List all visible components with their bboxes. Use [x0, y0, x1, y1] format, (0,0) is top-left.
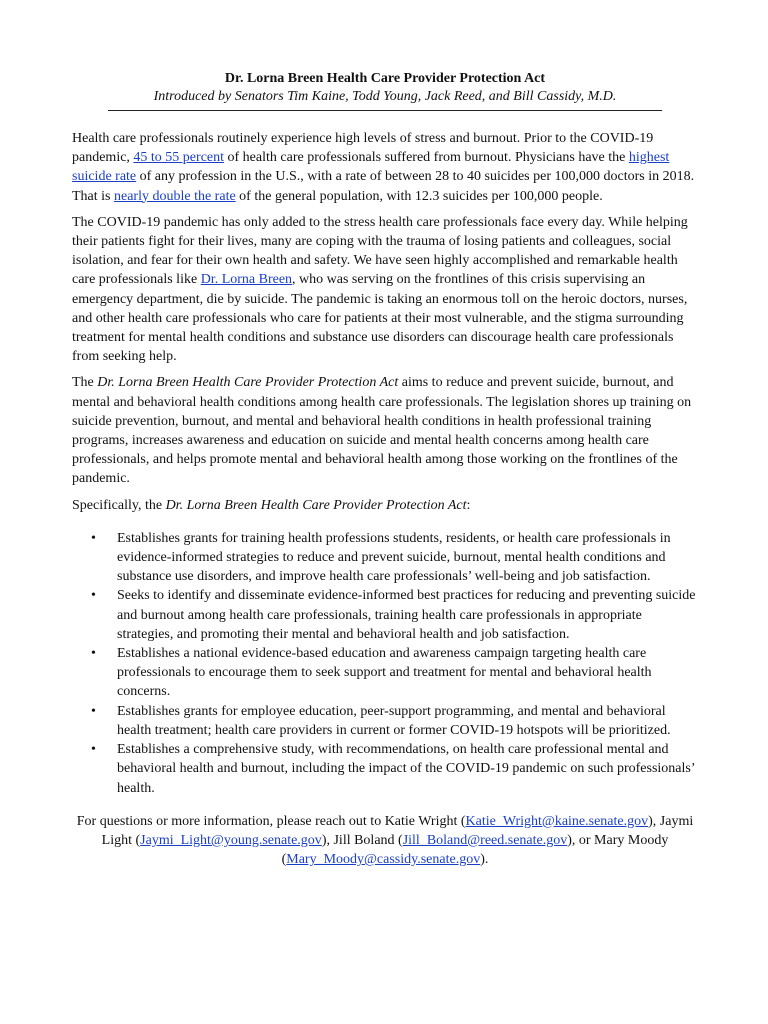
contact-text-2: ), Jaymi Light ( — [101, 813, 694, 848]
email-link-katie-wright[interactable]: Katie_Wright@kaine.senate.gov — [465, 813, 649, 829]
p3-text-1: The — [72, 375, 98, 391]
link-dr-lorna-breen[interactable]: Dr. Lorna Breen — [200, 272, 293, 288]
document-title: Dr. Lorna Breen Health Care Provider Protection Act — [224, 71, 546, 86]
document-subtitle: Introduced by Senators Tim Kaine, Todd Young, Jack Reed, and Bill Cassidy, M.D. — [153, 89, 617, 104]
list-item-text: Establishes grants for training health professions students, residents, or health care professionals in evidence-informed strategies to reduce and prevent suicide, burnout, mental health conditions and substance use disorders, and improve health care professionals’ well-being and job satisfaction. — [117, 530, 671, 585]
paragraph-covid-impact — [72, 213, 698, 367]
p4-text-1: Specifically, the — [72, 497, 166, 513]
list-item — [72, 702, 698, 740]
act-name-italic: Dr. Lorna Breen Health Care Provider Protection Act — [97, 375, 399, 391]
list-item-text: Establishes grants for employee education, peer-support programming, and mental and behavioral health treatment; health care providers in current or former COVID-19 hotspots will be prioritized. — [117, 703, 671, 738]
link-45-to-55-percent[interactable]: 45 to 55 percent — [133, 150, 225, 166]
bullet-icon: • — [91, 703, 96, 719]
contact-text-3: ), Jill Boland ( — [321, 832, 403, 848]
email-link-mary-moody[interactable]: Mary_Moody@cassidy.senate.gov — [286, 852, 481, 868]
p1-text-1: Health care professionals routinely experience high levels of stress and burnout. Prior to the COVID-19 pandemic, — [72, 131, 654, 166]
paragraph-act-summary — [72, 373, 698, 488]
p1-text-2: of health care professionals suffered from burnout. Physicians have the — [224, 150, 629, 166]
p3-text-2: aims to reduce and prevent suicide, burnout, and mental and behavioral health conditions among health care professionals. The legislation shores up training on suicide prevention, burnout, and mental and behavioral health conditions in health professional training programs, increases awareness and education on suicide and mental health concerns among health care professionals, and helps promote mental and behavioral health among those working on the frontlines of the pandemic. — [72, 375, 692, 487]
contact-text-4: ), or Mary Moody ( — [281, 832, 669, 868]
list-item — [72, 529, 698, 587]
list-item-text: Establishes a comprehensive study, with recommendations, on health care professional mental and behavioral health and burnout, including the impact of the COVID-19 pandemic on such professionals’ health. — [117, 742, 695, 796]
contact-info — [72, 812, 698, 870]
paragraph-burnout-stats — [72, 129, 698, 206]
title-divider — [108, 110, 662, 111]
link-nearly-double-the-rate[interactable]: nearly double the rate — [114, 188, 236, 204]
p2-text-2: , who was serving on the frontlines of this crisis supervising an emergency department, die by suicide. The pandemic is taking an enormous toll on the heroic doctors, nurses, and other health care professionals who care for patients at their most vulnerable, and the stigma surrounding treatment for mental health conditions and substance use disorders can discourage health care professionals from seeking help. — [72, 272, 688, 365]
p4-text-2: : — [466, 497, 471, 513]
document-page — [72, 70, 698, 869]
bullet-icon: • — [91, 646, 96, 662]
contact-text-1: For questions or more information, please reach out to Katie Wright ( — [76, 813, 466, 829]
act-name-italic: Dr. Lorna Breen Health Care Provider Protection Act — [165, 497, 467, 513]
p1-text-4: of the general population, with 12.3 suicides per 100,000 people. — [235, 188, 603, 204]
link-highest-suicide-rate[interactable]: highest suicide rate — [72, 150, 670, 185]
email-link-jill-boland[interactable]: Jill_Boland@reed.senate.gov — [402, 832, 568, 848]
contact-text-5: ). — [480, 852, 489, 868]
list-item-text: Seeks to identify and disseminate evidence-informed best practices for reducing and preventing suicide and burnout among health care professionals, training health care professionals in appropriate strategies, and promoting their mental and behavioral health and job satisfaction. — [117, 588, 696, 642]
p2-text-1: The COVID-19 pandemic has only added to the stress health care professionals face every day. While helping their patients fight for their lives, many are coping with the trauma of losing patients and colleagues, social isolation, and fear for their own health and safety. We have seen highly accomplished and remarkable health care professionals like — [72, 214, 688, 288]
p1-text-3: of any profession in the U.S., with a rate of between 28 to 40 suicides per 100,000 doctors in 2018. That is — [72, 169, 695, 204]
bullet-icon: • — [91, 588, 96, 604]
list-item — [72, 644, 698, 702]
provisions-list — [72, 529, 698, 798]
list-item — [72, 740, 698, 798]
bullet-icon: • — [91, 530, 96, 546]
bullet-icon: • — [91, 742, 96, 758]
paragraph-specifically — [72, 496, 698, 515]
list-item — [72, 586, 698, 644]
email-link-jaymi-light[interactable]: Jaymi_Light@young.senate.gov — [140, 832, 322, 848]
list-item-text: Establishes a national evidence-based education and awareness campaign targeting health care professionals to encourage them to seek support and treatment for mental and behavioral health concerns. — [117, 646, 652, 700]
